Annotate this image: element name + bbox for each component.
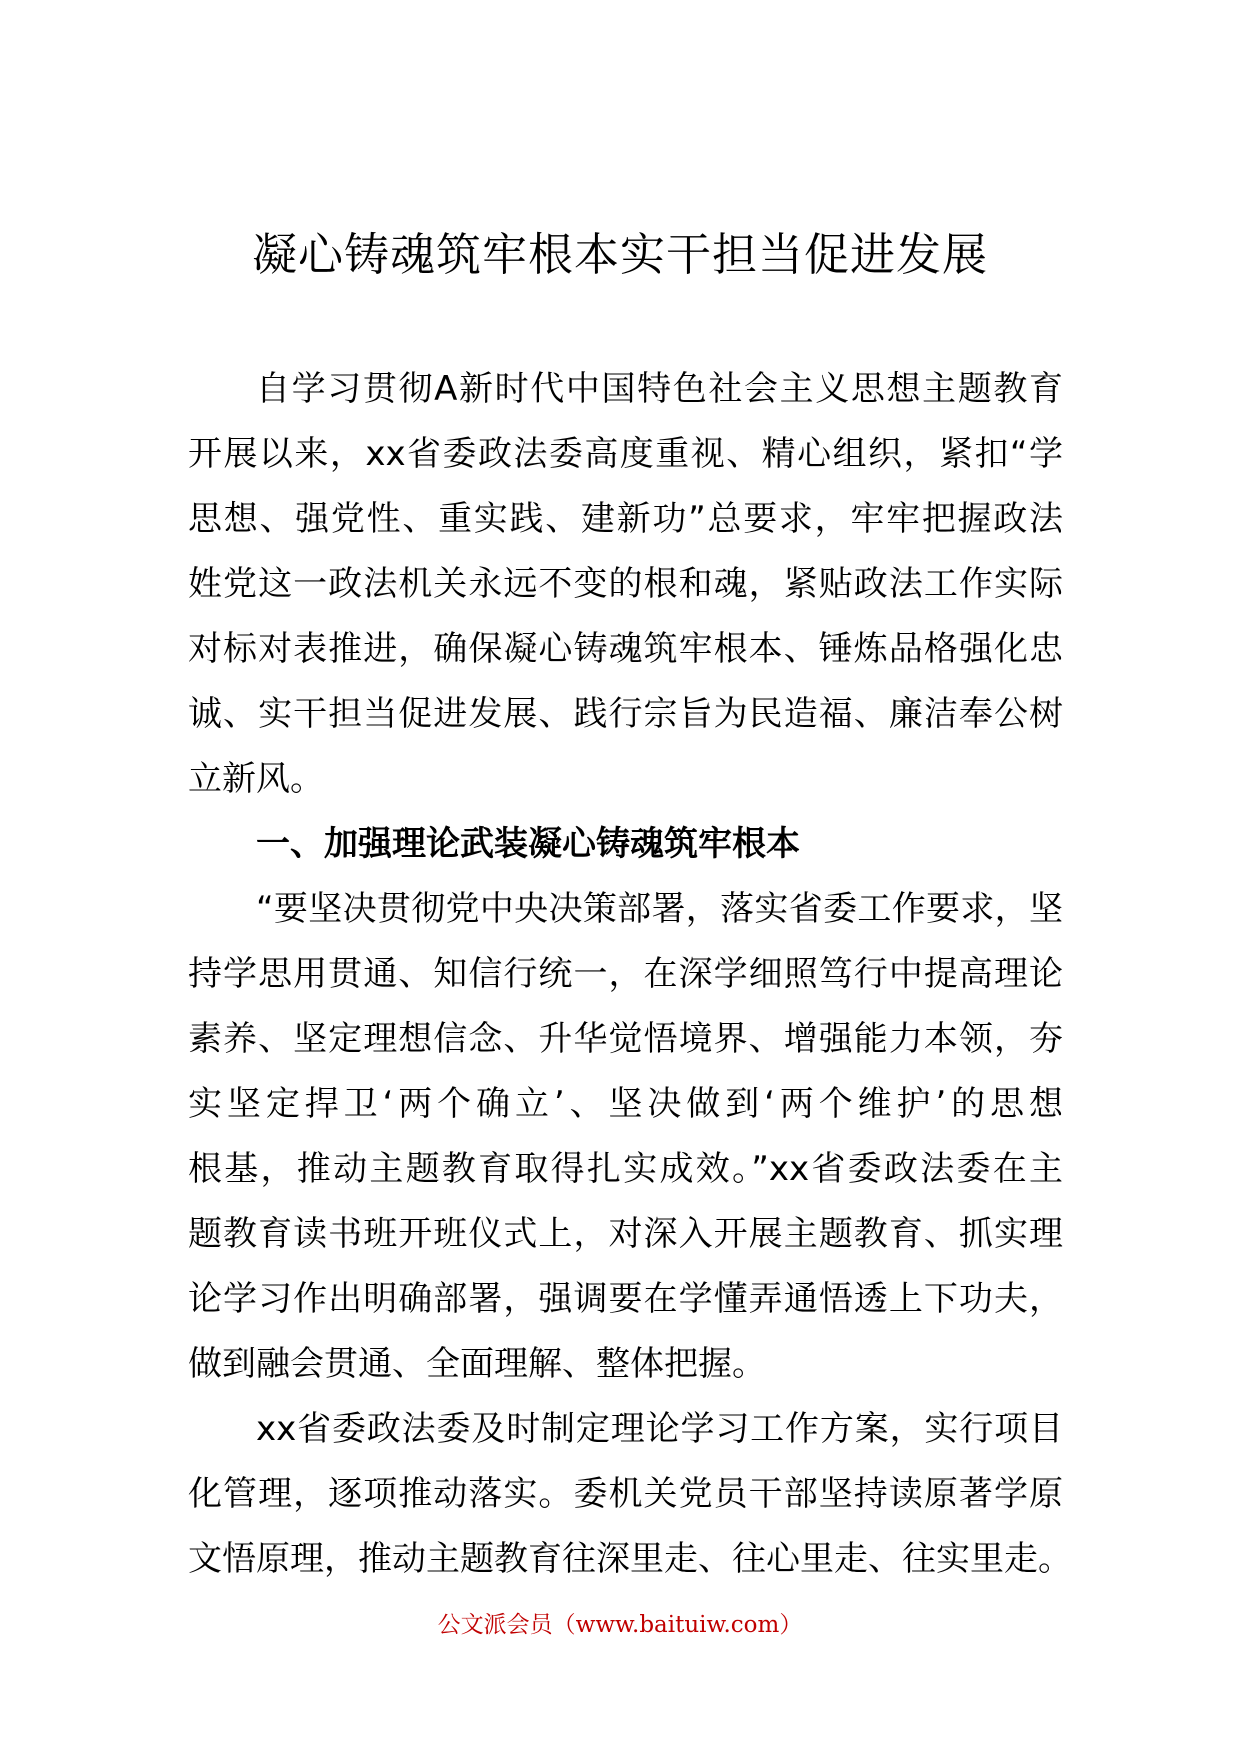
text-line: 题教育读书班开班仪式上，对深入开展主题教育、抓实理 xyxy=(188,1214,1063,1254)
paragraph xyxy=(188,357,1063,812)
text-line: 诚、实干担当促进发展、践行宗旨为民造福、廉洁奉公树 xyxy=(188,694,1063,734)
text-line: 实坚定捍卫‘两个确立’、坚决做到‘两个维护’的思想 xyxy=(188,1084,1063,1124)
paragraph xyxy=(188,877,1063,1397)
text-line: xx省委政法委及时制定理论学习工作方案，实行项目 xyxy=(256,1409,1063,1449)
paragraph xyxy=(188,1397,1072,1592)
text-line: 化管理，逐项推动落实。委机关党员干部坚持读原著学原 xyxy=(188,1474,1063,1514)
text-line: 论学习作出明确部署，强调要在学懂弄通悟透上下功夫， xyxy=(188,1279,1063,1319)
text-line: 根基，推动主题教育取得扎实成效。”xx省委政法委在主 xyxy=(188,1149,1063,1189)
text-line: 做到融会贯通、全面理解、整体把握。 xyxy=(188,1344,766,1384)
section-heading xyxy=(188,812,1063,877)
page-title: 凝心铸魂筑牢根本实干担当促进发展 xyxy=(251,228,988,281)
text-line: 对标对表推进，确保凝心铸魂筑牢根本、锤炼品格强化忠 xyxy=(188,629,1063,669)
text-line: 文悟原理，推动主题教育往深里走、往心里走、往实里走。 xyxy=(188,1539,1072,1579)
text-line: 姓党这一政法机关永远不变的根和魂，紧贴政法工作实际 xyxy=(188,564,1063,604)
text-line: 思想、强党性、重实践、建新功”总要求，牢牢把握政法 xyxy=(188,499,1063,539)
document-body xyxy=(188,357,1072,1592)
footer-watermark: 公文派会员（www.baituiw.com） xyxy=(437,1612,803,1638)
text-line: 素养、坚定理想信念、升华觉悟境界、增强能力本领，夯 xyxy=(188,1019,1063,1059)
text-line: 一、加强理论武装凝心铸魂筑牢根本 xyxy=(256,824,800,864)
text-line: 自学习贯彻A新时代中国特色社会主义思想主题教育 xyxy=(256,369,1063,409)
text-line: 开展以来，xx省委政法委高度重视、精心组织，紧扣“学 xyxy=(188,434,1063,474)
text-line: 持学思用贯通、知信行统一，在深学细照笃行中提高理论 xyxy=(188,954,1063,994)
text-line: 立新风。 xyxy=(188,759,324,799)
text-line: “要坚决贯彻党中央决策部署，落实省委工作要求，坚 xyxy=(256,889,1063,929)
